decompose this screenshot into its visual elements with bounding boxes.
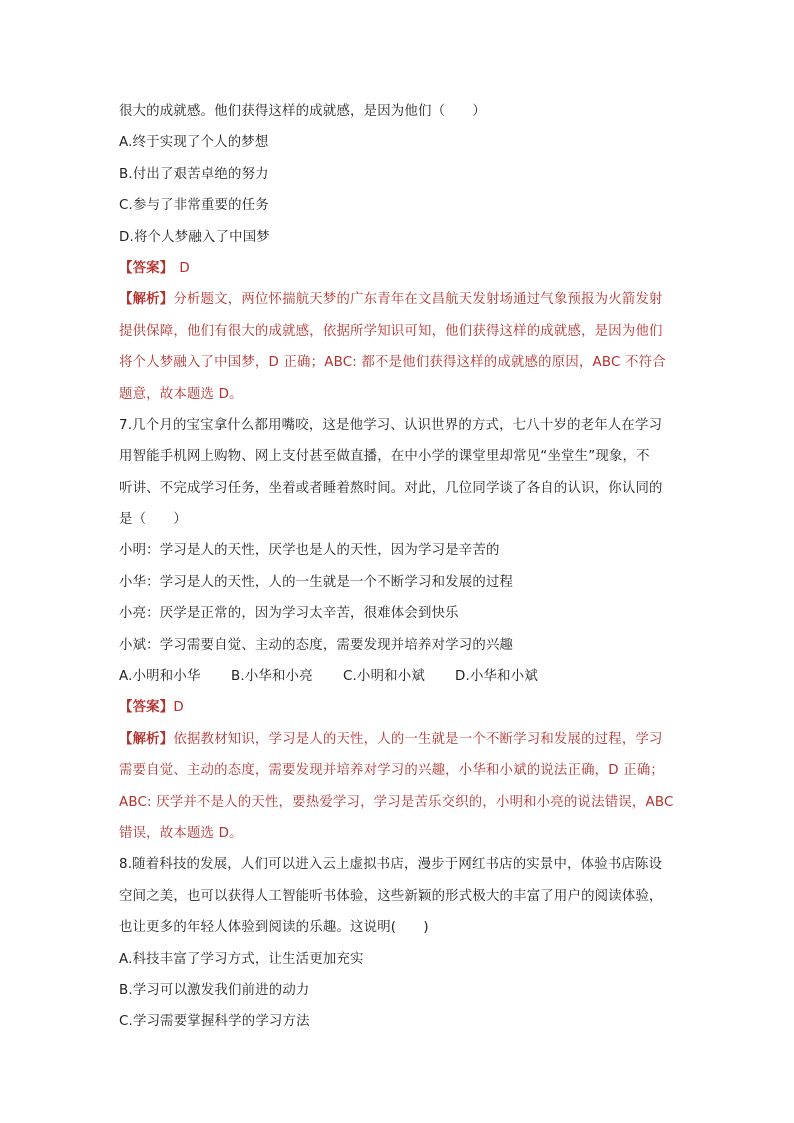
q6-answer [119, 253, 679, 284]
q6-option-a: A.终于实现了个人的梦想 [119, 135, 269, 151]
q7-view-xiaoming: 小明：学习是人的天性，厌学也是人的天性，因为学习是辛苦的 [119, 543, 500, 559]
q6-stem-tail: 很大的成就感。他们获得这样的成就感，是因为他们（ ） [119, 104, 486, 119]
q7-analysis-line-1 [119, 724, 679, 755]
q7-view-xiaobin: 小斌：学习需要自觉、主动的态度，需要发现并培养对学习的兴趣 [119, 637, 514, 653]
document-page [119, 96, 679, 1038]
q6-analysis-line-3: 将个人梦融入了中国梦，D 正确；ABC: 都不是他们获得这样的成就感的原因，ABC 不符合 [119, 355, 666, 371]
q6-option-b: B.付出了艰苦卓绝的努力 [119, 166, 269, 182]
q7-option-c: C.小明和小斌 [343, 669, 425, 685]
q6-analysis-text-1: 分析题文，两位怀揣航天梦的广东青年在文昌航天发射场通过气象预报为火箭发射 [173, 292, 663, 308]
q7-stem-line-1: 7.几个月的宝宝拿什么都用嘴咬，这是他学习、认识世界的方式，七八十岁的老年人在学习 [119, 417, 663, 433]
q7-option-a: A.小明和小华 [119, 669, 201, 685]
q8-stem-line-1: 8.随着科技的发展，人们可以进入云上虚拟书店，漫步于网红书店的实景中，体验书店陈设 [119, 857, 663, 873]
q7-view-xiaohua: 小华：学习是人的天性，人的一生就是一个不断学习和发展的过程 [119, 574, 514, 590]
q6-answer-value: D [179, 260, 190, 276]
q6-analysis-label: 【解析】 [119, 292, 174, 308]
q7-analysis-label: 【解析】 [119, 731, 174, 747]
q8-option-a: A.科技丰富了学习方式，让生活更加充实 [119, 951, 364, 967]
q7-answer-value: D [173, 700, 184, 716]
q7-analysis-line-4: 错误，故本题选 D。 [119, 825, 243, 841]
q7-answer [119, 692, 679, 723]
q8-option-c: C.学习需要掌握科学的学习方法 [119, 1014, 310, 1030]
q8-option-b: B.学习可以激发我们前进的动力 [119, 982, 310, 998]
q7-option-d: D.小华和小斌 [455, 669, 538, 685]
q7-analysis-line-3: ABC: 厌学并不是人的天性，要热爱学习，学习是苦乐交织的，小明和小亮的说法错误，ABC [119, 794, 674, 810]
q7-view-xiaoliang: 小亮：厌学是正常的，因为学习太辛苦，很难体会到快乐 [119, 606, 459, 622]
q6-analysis-line-1 [119, 284, 679, 315]
q6-option-d: D.将个人梦融入了中国梦 [119, 229, 270, 245]
q7-stem-line-4: 是（ ） [119, 512, 187, 528]
q7-stem-line-2: 用智能手机网上购物、网上支付甚至做直播，在中小学的课堂里却常见“坐堂生”现象，不 [119, 449, 650, 465]
q7-option-b: B.小华和小亮 [231, 669, 313, 685]
q7-analysis-line-2: 需要自觉、主动的态度，需要发现并培养对学习的兴趣，小华和小斌的说法正确，D 正确； [119, 763, 664, 779]
q7-analysis-text-1: 依据教材知识，学习是人的天性，人的一生就是一个不断学习和发展的过程，学习 [173, 731, 663, 747]
q8-stem-line-3: 也让更多的年轻人体验到阅读的乐趣。这说明( ) [119, 920, 429, 936]
q7-options [119, 661, 679, 692]
q7-stem-line-3: 听讲、不完成学习任务，坐着或者睡着熬时间。对此，几位同学谈了各自的认识，你认同的 [119, 480, 663, 496]
q6-answer-label: 【答案】 [119, 260, 174, 276]
q6-analysis-line-4: 题意，故本题选 D。 [119, 386, 243, 402]
q6-analysis-line-2: 提供保障，他们有很大的成就感，依据所学知识可知，他们获得这样的成就感，是因为他们 [119, 323, 663, 339]
q8-stem-line-2: 空间之美，也可以获得人工智能听书体验，这些新颖的形式极大的丰富了用户的阅读体验， [119, 888, 663, 904]
q7-answer-label: 【答案】 [119, 700, 174, 716]
q6-option-c: C.参与了非常重要的任务 [119, 198, 269, 214]
